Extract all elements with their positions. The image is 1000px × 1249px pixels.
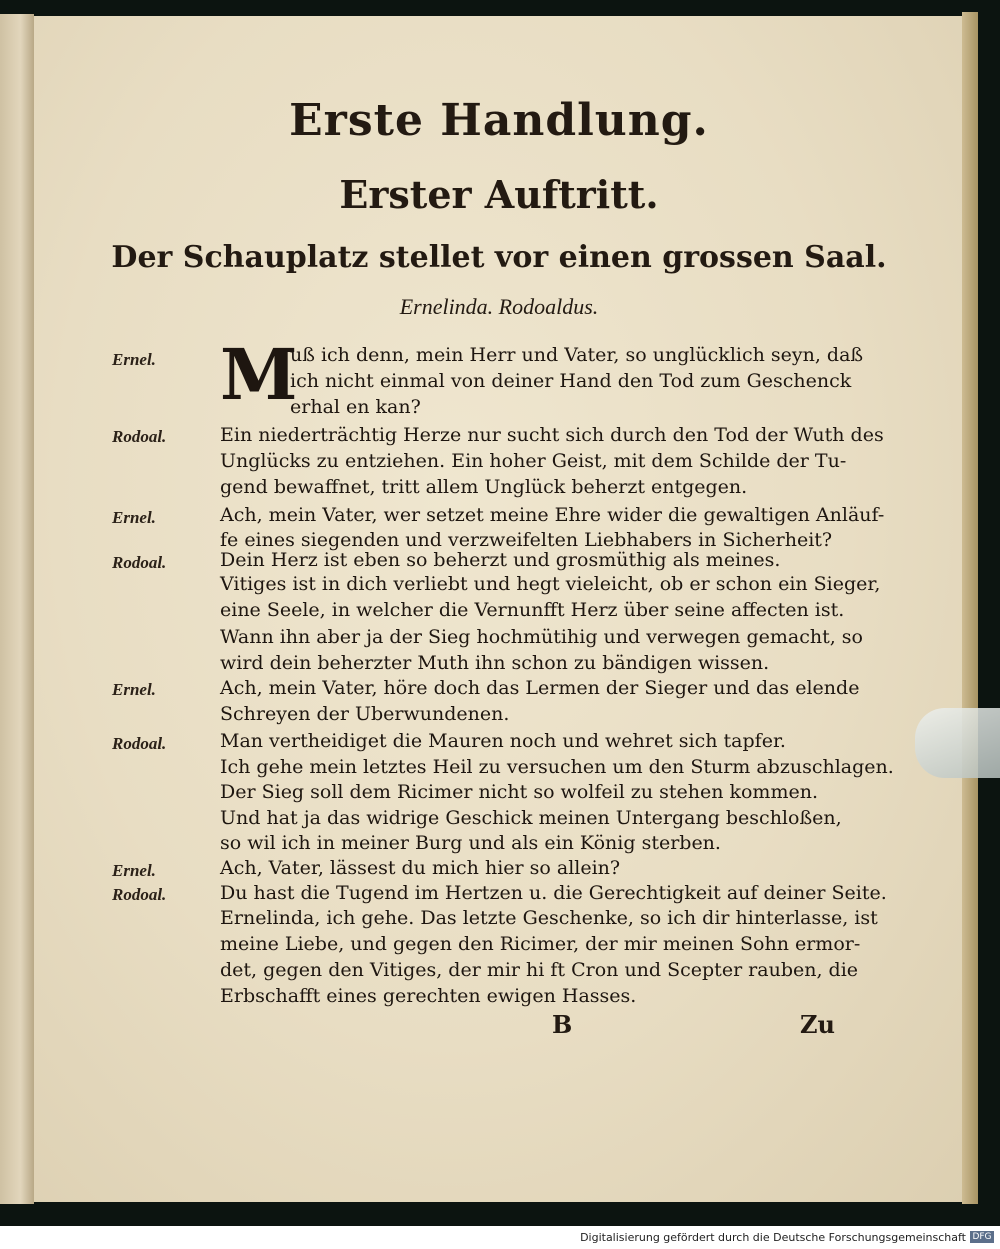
text-line: meine Liebe, und gegen den Ricimer, der mir meinen Sohn ermor- <box>220 933 861 955</box>
text-line: Ach, mein Vater, wer setzet meine Ehre wider die gewaltigen Anläuf- <box>220 504 885 526</box>
text-line: erhal en kan? <box>290 396 421 418</box>
footer-credit: Digitalisierung gefördert durch die Deutsche Forschungsgemeinschaft <box>580 1231 966 1244</box>
speaker-label: Rodoal. <box>112 734 167 753</box>
right-page-edge <box>962 12 978 1204</box>
setting-line: Der Schauplatz stellet vor einen grossen Saal. <box>111 240 887 275</box>
text-line: Du hast die Tugend im Hertzen u. die Gerechtigkeit auf deiner Seite. <box>220 882 887 904</box>
drop-capital: M <box>220 333 298 416</box>
text-line: Erbschafft eines gerechten ewigen Hasses. <box>220 985 637 1007</box>
text-line: uß ich denn, mein Herr und Vater, so unglücklich seyn, daß <box>290 344 864 366</box>
signature-mark: B <box>552 1010 573 1039</box>
text-line: Wann ihn aber ja der Sieg hochmütihig und verwegen gemacht, so <box>220 626 863 648</box>
text-line: eine Seele, in welcher die Vernunfft Herz über seine affecten ist. <box>220 599 845 621</box>
text-line: Der Sieg soll dem Ricimer nicht so wolfeil zu stehen kommen. <box>220 781 818 803</box>
text-line: Unglücks zu entziehen. Ein hoher Geist, mit dem Schilde der Tu- <box>220 450 847 472</box>
text-line: Schreyen der Uberwundenen. <box>220 703 510 725</box>
left-page-edge <box>0 14 34 1204</box>
speaker-label: Ernel. <box>112 350 156 369</box>
text-line: so wil ich in meiner Burg und als ein König sterben. <box>220 832 721 854</box>
scene-title: Erster Auftritt. <box>339 172 659 217</box>
text-line: Ach, mein Vater, höre doch das Lermen der Sieger und das elende <box>220 677 860 699</box>
text-line: Man vertheidiget die Mauren noch und wehret sich tapfer. <box>220 730 786 752</box>
catchword: Zu <box>800 1010 835 1039</box>
speaker-label: Ernel. <box>112 861 156 880</box>
text-line: Ernelinda, ich gehe. Das letzte Geschenke, so ich dir hinterlasse, ist <box>220 907 878 929</box>
speaker-label: Rodoal. <box>112 427 167 446</box>
text-line: Ach, Vater, lässest du mich hier so allein? <box>220 857 621 879</box>
speaker-label: Rodoal. <box>112 553 167 572</box>
character-list: Ernelinda. Rodoaldus. <box>399 294 599 319</box>
act-title: Erste Handlung. <box>289 95 709 146</box>
text-line: Und hat ja das widrige Geschick meinen Untergang beschloßen, <box>220 807 842 829</box>
text-line: Ich gehe mein letztes Heil zu versuchen um den Sturm abzuschlagen. <box>220 756 894 778</box>
text-line: ich nicht einmal von deiner Hand den Tod zum Geschenck <box>290 370 852 392</box>
speaker-label: Ernel. <box>112 508 156 527</box>
text-line: wird dein beherzter Muth ihn schon zu bändigen wissen. <box>220 652 770 674</box>
footer-bar <box>0 1226 1000 1249</box>
text-line: Ein niederträchtig Herze nur sucht sich durch den Tod der Wuth des <box>220 424 884 446</box>
dfg-logo: DFG <box>970 1231 994 1243</box>
page-clip <box>915 708 1000 778</box>
text-line: fe eines siegenden und verzweifelten Liebhabers in Sicherheit? <box>220 529 833 551</box>
text-line: Dein Herz ist eben so beherzt und grosmüthig als meines. <box>220 549 781 571</box>
speaker-label: Rodoal. <box>112 885 167 904</box>
text-line: det, gegen den Vitiges, der mir hi ft Cron und Scepter rauben, die <box>220 959 859 981</box>
speaker-label: Ernel. <box>112 680 156 699</box>
text-line: Vitiges ist in dich verliebt und hegt vieleicht, ob er schon ein Sieger, <box>220 573 881 595</box>
text-line: gend bewaffnet, tritt allem Unglück beherzt entgegen. <box>220 476 748 498</box>
